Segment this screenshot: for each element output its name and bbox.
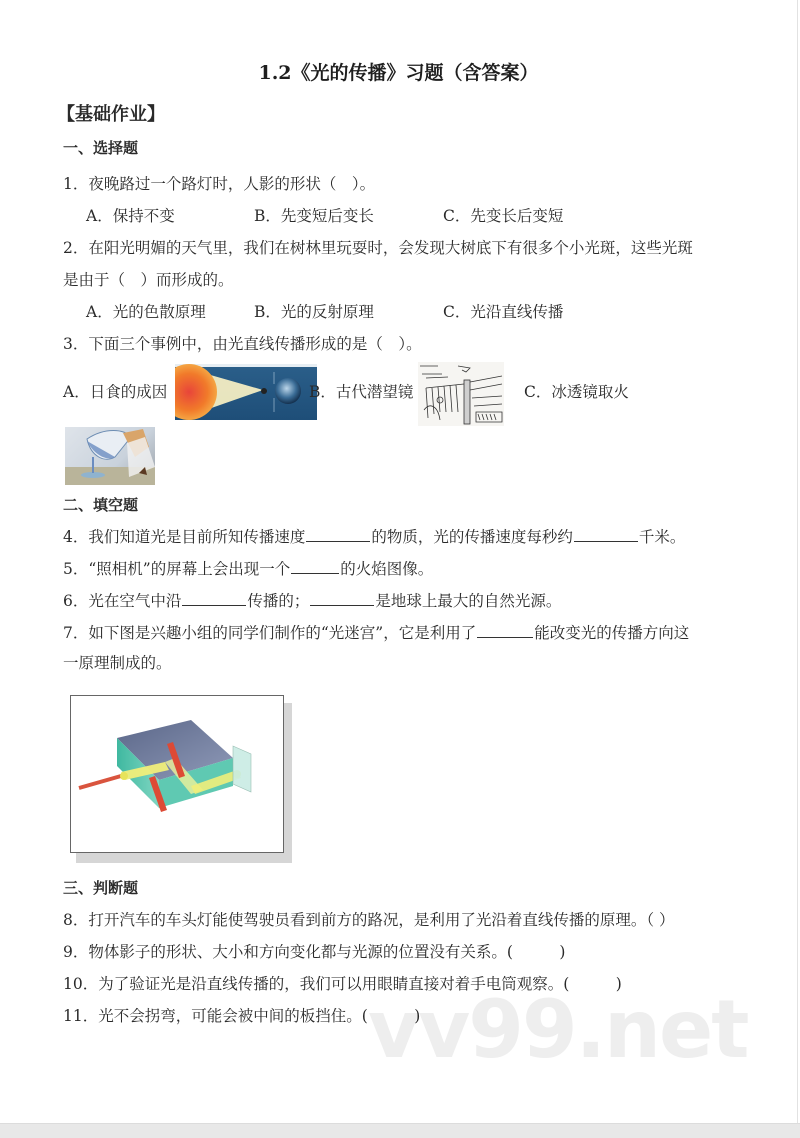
question-11: 11．光不会拐弯，可能会被中间的板挡住。( ) bbox=[63, 1007, 421, 1025]
question-7-line-1 bbox=[63, 622, 689, 643]
q6-part-3: 是地球上最大的自然光源。 bbox=[375, 592, 562, 610]
section-heading-choice: 一、选择题 bbox=[63, 139, 139, 157]
question-7-line-2: 一原理制成的。 bbox=[63, 654, 172, 672]
section-heading-judge: 三、判断题 bbox=[63, 879, 139, 897]
page-title: 1.2《光的传播》习题（含答案） bbox=[258, 62, 539, 84]
watermark: vv99.net bbox=[368, 983, 748, 1076]
q2-option-a: A．光的色散原理 bbox=[86, 303, 206, 321]
q7-part-1: 7．如下图是兴趣小组的同学们制作的“光迷宫”，它是利用了 bbox=[63, 624, 477, 642]
section-heading-fill: 二、填空题 bbox=[63, 496, 139, 514]
q5-part-1: 5．“照相机”的屏幕上会出现一个 bbox=[63, 560, 291, 578]
question-5 bbox=[63, 558, 433, 579]
q5-blank-1[interactable] bbox=[291, 558, 339, 574]
q2-option-b: B．光的反射原理 bbox=[254, 303, 374, 321]
q5-part-2: 的火焰图像。 bbox=[340, 560, 434, 578]
q1-option-b: B．先变短后变长 bbox=[254, 207, 374, 225]
question-9: 9．物体影子的形状、大小和方向变化都与光源的位置没有关系。( ) bbox=[63, 943, 566, 961]
q4-part-1: 4．我们知道光是目前所知传播速度 bbox=[63, 528, 306, 546]
solar-eclipse-image bbox=[175, 364, 317, 420]
question-4 bbox=[63, 526, 685, 547]
light-maze-figure bbox=[70, 695, 292, 863]
main-section-heading: 【基础作业】 bbox=[57, 104, 165, 125]
q7-blank-1[interactable] bbox=[477, 622, 533, 638]
q3-option-b: B．古代潜望镜 bbox=[309, 383, 414, 401]
question-6 bbox=[63, 590, 561, 611]
question-2-line-2: 是由于（ ）而形成的。 bbox=[63, 271, 234, 289]
q6-blank-1[interactable] bbox=[182, 590, 246, 606]
q6-part-2: 传播的； bbox=[247, 592, 310, 610]
q4-part-3: 千米。 bbox=[638, 528, 686, 546]
q2-option-c: C．光沿直线传播 bbox=[443, 303, 564, 321]
q4-part-2: 的物质，光的传播速度每秒约 bbox=[371, 528, 573, 546]
q1-option-a: A．保持不变 bbox=[86, 207, 175, 225]
q7-part-2: 能改变光的传播方向这 bbox=[534, 624, 690, 642]
question-8: 8．打开汽车的车头灯能使驾驶员看到前方的路况，是利用了光沿着直线传播的原理。（ ） bbox=[63, 911, 675, 929]
q6-part-1: 6．光在空气中沿 bbox=[63, 592, 182, 610]
question-10: 10．为了验证光是沿直线传播的，我们可以用眼睛直接对着手电筒观察。( ) bbox=[63, 975, 622, 993]
q3-option-c: C．冰透镜取火 bbox=[524, 383, 629, 401]
question-1: 1．夜晚路过一个路灯时，人影的形状（ ）。 bbox=[63, 175, 376, 193]
question-2-line-1: 2．在阳光明媚的天气里，我们在树林里玩耍时，会发现大树底下有很多个小光斑，这些光斑 bbox=[63, 239, 693, 257]
q6-blank-2[interactable] bbox=[310, 590, 374, 606]
ice-lens-image bbox=[65, 427, 155, 485]
ancient-periscope-image bbox=[418, 362, 504, 426]
question-3: 3．下面三个事例中，由光直线传播形成的是（ ）。 bbox=[63, 335, 422, 353]
q4-blank-2[interactable] bbox=[574, 526, 638, 542]
q1-option-c: C．先变长后变短 bbox=[443, 207, 564, 225]
q3-option-a: A．日食的成因 bbox=[63, 383, 168, 401]
q4-blank-1[interactable] bbox=[306, 526, 370, 542]
page-bottom-edge bbox=[0, 1123, 800, 1138]
